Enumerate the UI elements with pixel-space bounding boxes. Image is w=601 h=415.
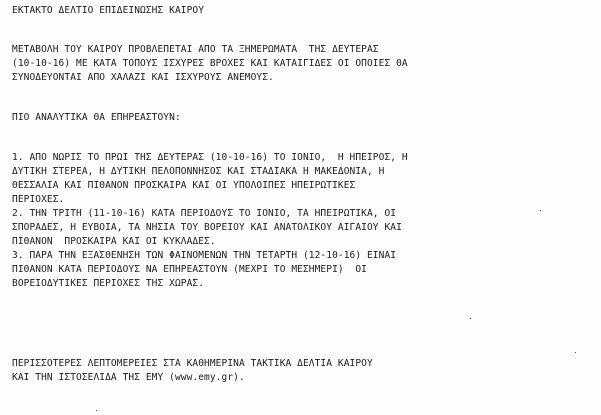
item-1-line-4: ΠΕΡΙΟΧΕΣ. — [12, 194, 65, 205]
item-3-line-2: ΠΙΘΑΝΟΝ ΚΑΤΑ ΠΕΡΙΟΔΟΥΣ ΝΑ ΕΠΗΡΕΑΣΤΟΥΝ (ΜΕΧΡΙ ΤΟ ΜΕΣΗΜΕΡΙ) ΟΙ — [12, 264, 367, 275]
intro-line-3: ΣΥΝΟΔΕΥΟΝΤΑΙ ΑΠΟ ΧΑΛΑΖΙ ΚΑΙ ΙΣΧΥΡΟΥΣ ΑΝΕΜΟΥΣ. — [12, 72, 274, 83]
item-3-line-1: 3. ΠΑΡΑ ΤΗΝ ΕΞΑΣΘΕΝΗΣΗ ΤΩΝ ΦΑΙΝΟΜΕΝΩΝ ΤΗΝ ΤΕΤΑΡΤΗ (12-10-16) ΕΙΝΑΙ — [12, 250, 397, 261]
item-1-line-2: ΔΥΤΙΚΗ ΣΤΕΡΕΑ, Η ΔΥΤΙΚΗ ΠΕΛΟΠΟΝΝΗΣΟΣ ΚΑΙ ΣΤΑΔΙΑΚΑ Η ΜΑΚΕΔΟΝΙΑ, Η — [12, 166, 385, 177]
scan-speck — [575, 352, 576, 353]
intro-line-1: ΜΕΤΑΒΟΛΗ ΤΟΥ ΚΑΙΡΟΥ ΠΡΟΒΛΕΠΕΤΑΙ ΑΠΟ ΤΑ ΞΗΜΕΡΩΜΑΤΑ ΤΗΣ ΔΕΥΤΕΡΑΣ — [12, 44, 379, 55]
item-1-line-1: 1. ΑΠΟ ΝΩΡΙΣ ΤΟ ΠΡΩΙ ΤΗΣ ΔΕΥΤΕΡΑΣ (10-10-16) ΤΟ ΙΟΝΙΟ, Η ΗΠΕΙΡΟΣ, Η — [12, 152, 408, 163]
item-1-line-3: ΘΕΣΣΑΛΙΑ ΚΑΙ ΠΙΘΑΝΟΝ ΠΡΟΣΚΑΙΡΑ ΚΑΙ ΟΙ ΥΠΟΛΟΙΠΕΣ ΗΠΕΙΡΩΤΙΚΕΣ — [12, 180, 356, 191]
scan-speck — [96, 410, 97, 411]
item-3-line-3: ΒΟΡΕΙΟΔΥΤΙΚΕΣ ΠΕΡΙΟΧΕΣ ΤΗΣ ΧΩΡΑΣ. — [12, 278, 205, 289]
scan-speck — [470, 318, 471, 319]
item-2-line-2: ΣΠΟΡΑΔΕΣ, Η ΕΥΒΟΙΑ, ΤΑ ΝΗΣΙΑ ΤΟΥ ΒΟΡΕΙΟΥ ΚΑΙ ΑΝΑΤΟΛΙΚΟΥ ΑΙΓΑΙΟΥ ΚΑΙ — [12, 222, 402, 233]
scan-speck — [540, 210, 541, 211]
bulletin-title: ΕΚΤΑΚΤΟ ΔΕΛΤΙΟ ΕΠΙΔΕΙΝΩΣΗΣ ΚΑΙΡΟΥ — [12, 5, 205, 16]
detail-heading: ΠΙΟ ΑΝΑΛΥΤΙΚΑ ΘΑ ΕΠΗΡΕΑΣΤΟΥΝ: — [12, 112, 181, 123]
footer-line-2: ΚΑΙ ΤΗΝ ΙΣΤΟΣΕΛΙΔΑ ΤΗΣ ΕΜΥ (www.emy.gr). — [12, 372, 245, 383]
footer-line-1: ΠΕΡΙΣΣΟΤΕΡΕΣ ΛΕΠΤΟΜΕΡΕΙΕΣ ΣΤΑ ΚΑΘΗΜΕΡΙΝΑ ΤΑΚΤΙΚΑ ΔΕΛΤΙΑ ΚΑΙΡΟΥ — [12, 358, 373, 369]
intro-line-2: (10-10-16) ΜΕ ΚΑΤΑ ΤΟΠΟΥΣ ΙΣΧΥΡΕΣ ΒΡΟΧΕΣ ΚΑΙ ΚΑΤΑΙΓΙΔΕΣ ΟΙ ΟΠΟΙΕΣ ΘΑ — [12, 58, 408, 69]
item-2-line-3: ΠΙΘΑΝΟΝ ΠΡΟΣΚΑΙΡΑ ΚΑΙ ΟΙ ΚΥΚΛΑΔΕΣ. — [12, 236, 216, 247]
item-2-line-1: 2. ΤΗΝ ΤΡΙΤΗ (11-10-16) ΚΑΤΑ ΠΕΡΙΟΔΟΥΣ ΤΟ ΙΟΝΙΟ, ΤΑ ΗΠΕΙΡΩΤΙΚΑ, ΟΙ — [12, 208, 397, 219]
